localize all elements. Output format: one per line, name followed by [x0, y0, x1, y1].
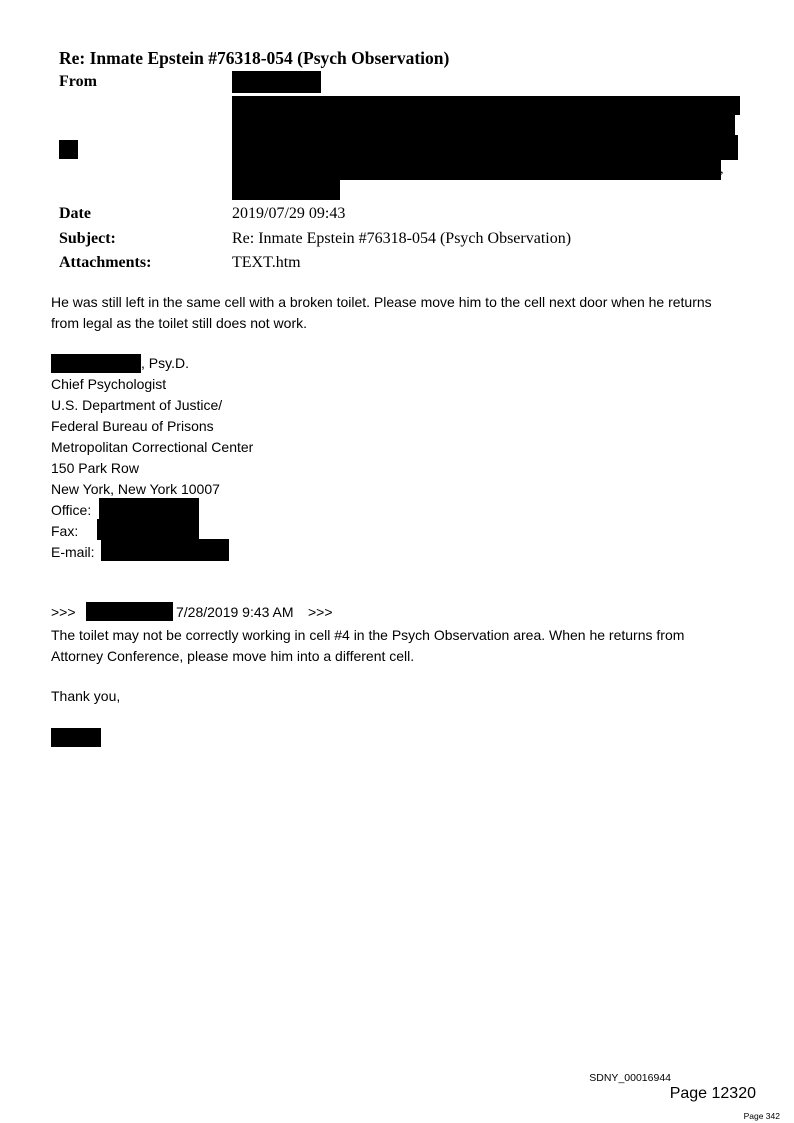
signature-street: 150 Park Row	[51, 460, 139, 476]
redaction-recipients-line2	[232, 115, 735, 135]
quote-marker-close: >>>	[308, 604, 333, 620]
signature-credential: , Psy.D.	[141, 355, 189, 371]
office-label: Office:	[51, 502, 92, 518]
redaction-from-name	[232, 71, 321, 93]
redaction-fax-number	[97, 519, 199, 540]
redaction-signer-name	[51, 354, 141, 373]
redaction-office-number	[99, 498, 199, 520]
recipients-comma: ,	[720, 162, 724, 177]
redaction-email-address	[101, 539, 229, 561]
redaction-to-label	[59, 140, 78, 159]
signature-bureau: Federal Bureau of Prisons	[51, 418, 214, 434]
attachments-label: Attachments:	[59, 254, 152, 271]
quote-marker-open: >>>	[51, 604, 76, 620]
quoted-timestamp: 7/28/2019 9:43 AM	[176, 604, 294, 620]
redaction-recipients-line4	[232, 160, 721, 180]
bates-number: SDNY_00016944	[589, 1072, 671, 1084]
from-label: From	[59, 73, 97, 90]
redaction-recipients-line3	[232, 135, 738, 160]
attachments-value: TEXT.htm	[232, 254, 301, 271]
redaction-quoted-sender	[86, 602, 173, 621]
page-count: Page 342	[743, 1111, 780, 1121]
email-title: Re: Inmate Epstein #76318-054 (Psych Observation)	[59, 48, 450, 68]
subject-label: Subject:	[59, 230, 116, 247]
date-label: Date	[59, 205, 91, 222]
redaction-recipients-line5	[232, 180, 340, 200]
date-value: 2019/07/29 09:43	[232, 205, 346, 222]
page-number: Page 12320	[669, 1085, 756, 1102]
reply-body-line-1: He was still left in the same cell with a broken toilet. Please move him to the cell next door when he returns	[51, 294, 712, 310]
fax-label: Fax:	[51, 523, 79, 539]
redaction-quoted-signer	[51, 728, 101, 747]
signature-facility: Metropolitan Correctional Center	[51, 439, 254, 455]
quoted-body-line-1: The toilet may not be correctly working in cell #4 in the Psych Observation area. When he returns from	[51, 627, 685, 643]
reply-body-line-2: from legal as the toilet still does not work.	[51, 315, 308, 331]
quoted-body-line-2: Attorney Conference, please move him into a different cell.	[51, 648, 415, 664]
signature-department: U.S. Department of Justice/	[51, 397, 223, 413]
signature-title: Chief Psychologist	[51, 376, 167, 392]
quoted-closing: Thank you,	[51, 688, 121, 704]
redaction-recipients-line1	[232, 96, 740, 115]
email-label: E-mail:	[51, 544, 95, 560]
subject-value: Re: Inmate Epstein #76318-054 (Psych Observation)	[232, 230, 572, 247]
signature-city: New York, New York 10007	[51, 481, 220, 497]
